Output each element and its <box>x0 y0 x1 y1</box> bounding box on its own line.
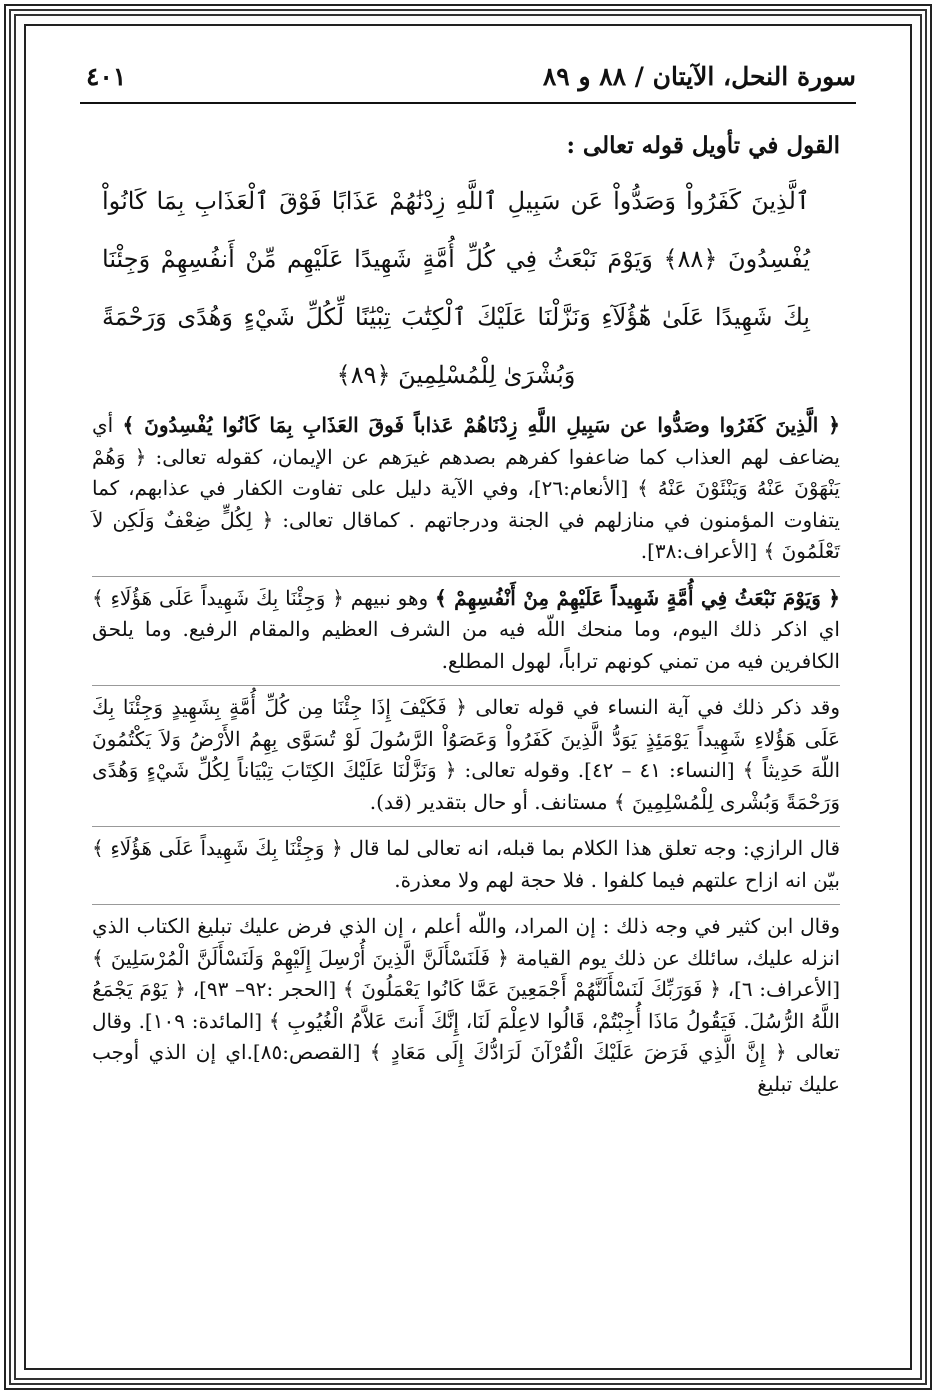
page-number: ٤٠١ <box>86 62 127 91</box>
section-heading: القول في تأويل قوله تعالى : <box>566 132 840 159</box>
paragraph-2-text: وهو نبيهم ﴿ وَجِئْنَا بِكَ شَهِيداً عَلَى هَؤُلَاءِ ﴾ اي اذكر ذلك اليوم، وما منحك اللّه فيه من الشرف العظيم والمقام الرفيع. وما يلحق الكافرين فيه من تمني كونهم تراباً، لهول المطلع. <box>92 585 840 673</box>
paragraph-4 <box>92 826 840 896</box>
quran-verse-block: ٱلَّذِينَ كَفَرُواْ وَصَدُّواْ عَن سَبِيلِ ٱللَّهِ زِدْنَٰهُمْ عَذَابًا فَوْقَ ٱلْعَذَابِ بِمَا كَانُواْ يُفْسِدُونَ ﴿٨٨﴾ وَيَوْمَ نَبْعَثُ فِي كُلِّ أُمَّةٍ شَهِيدًا عَلَيْهِم مِّنْ أَنفُسِهِمْ وَجِئْنَا بِكَ شَهِيدًا عَلَىٰ هَٰٓؤُلَآءِ وَنَزَّلْنَا عَلَيْكَ ٱلْكِتَٰبَ تِبْيَٰنًا لِّكُلِّ شَيْءٍ وَهُدًى وَرَحْمَةً وَبُشْرَىٰ لِلْمُسْلِمِينَ ﴿٨٩﴾ <box>102 187 811 389</box>
paragraph-2-quote: ﴿ وَيَوْمَ نَبْعَثُ فِي أُمَّةٍ شَهِيداً عَلَيْهِمْ مِنْ أَنْفُسِهِمْ ﴾ <box>435 585 840 610</box>
paragraph-1-text: أي يضاعف لهم العذاب كما ضاعفوا كفرهم بصدهم غيرَهم عن الإيمان، كقوله تعالى: ﴿ وَهُمْ يَنْهَوْنَ عَنْهُ وَيَنْئَوْنَ عَنْهُ ﴾ [الأنعام:٢٦]، وفي الآية دليل على تفاوت الكفار في عذابهم، كما يتفاوت المؤمنون في منازلهم في الجنة ودرجاتهم . كماقال تعالى: ﴿ لِكُلٍّ ضِعْفٌ وَلَكِن لاَ تَعْلَمُونَ ﴾ [الأعراف:٣٨]. <box>92 413 840 563</box>
paragraph-4-text: قال الرازي: وجه تعلق هذا الكلام بما قبله، انه تعالى لما قال ﴿ وَجِئْنَا بِكَ شَهِيداً عَلَى هَؤُلَاءِ ﴾ بيّن انه ازاح علتهم فيما كلفوا . فلا حجة لهم ولا معذرة. <box>92 836 840 892</box>
paragraph-2 <box>92 576 840 678</box>
paragraph-3 <box>92 685 840 818</box>
running-title: سورة النحل، الآيتان / ٨٨ و ٨٩ <box>542 62 856 91</box>
paragraph-3-text: وقد ذكر ذلك في آية النساء في قوله تعالى ﴿ فَكَيْفَ إِذَا جِئْنَا مِن كُلِّ أُمَّةٍ بِشَهِيدٍ وَجِئْنَا بِكَ عَلَى هَؤُلاءِ شَهِيداً يَوْمَئِذٍ يَوَدُّ الَّذِينَ كَفَرُواْ وَعَصَوُاْ الرَّسُولَ لَوْ تُسَوَّى بِهِمُ الأَرْضُ وَلاَ يَكْتُمُونَ اللّهَ حَدِيثاً ﴾ [النساء: ٤١ – ٤٢]. وقوله تعالى: ﴿ وَنَزَّلْنَا عَلَيْكَ الكِتَابَ تِبْيَاناً لِكُلِّ شَيْءٍ وَهُدًى وَرَحْمَةً وَبُشْرى لِلْمُسْلِمِينَ ﴾ مستانف. أو حال بتقدير (قد). <box>92 695 841 814</box>
paragraph-5-text: وقال ابن كثير في وجه ذلك : إن المراد، واللّه أعلم ، إن الذي فرض عليك تبليغ الكتاب الذي انزله عليك، سائلك عن ذلك يوم القيامة ﴿ فَلَنَسْأَلَنَّ الَّذِينَ أُرْسِلَ إِلَيْهِمْ وَلَنَسْأَلَنَّ الْمُرْسَلِينَ ﴾ [الأعراف: ٦]، ﴿ فَوَرَبِّكَ لَنَسْأَلَنَّهُمْ أَجْمَعِينَ عَمَّا كَانُوا يَعْمَلُونَ ﴾ [الحجر :٩٢– ٩٣]، ﴿ يَوْمَ يَجْمَعُ اللَّهُ الرُّسُلَ. فَيَقُولُ مَاذَا أُجِبْتُمْ، قَالُوا لاعِلْمَ لَنَا، إِنَّكَ أَنتَ عَلاَّمُ الْغُيُوبِ ﴾ [المائدة: ١٠٩]. وقال تعالى ﴿ إِنَّ الَّذِي فَرَضَ عَلَيْكَ الْقُرْآنَ لَرَادُّكَ إِلَى مَعَادٍ ﴾ [القصص:٨٥].اي إن الذي أوجب عليك تبليغ <box>92 914 841 1096</box>
paragraph-1 <box>92 408 840 568</box>
page-content <box>92 130 840 1108</box>
paragraph-5 <box>92 904 840 1100</box>
paragraph-1-quote: ﴿ الَّذِينَ كَفَرُوا وصَدُّوا عن سَبِيلِ اللَّهِ زِدْنَاهُمْ عَذاباً فَوقَ العَذَابِ بِمَا كَانُوا يُفْسِدُونَ ﴾ <box>122 413 840 437</box>
page-header <box>80 62 856 104</box>
